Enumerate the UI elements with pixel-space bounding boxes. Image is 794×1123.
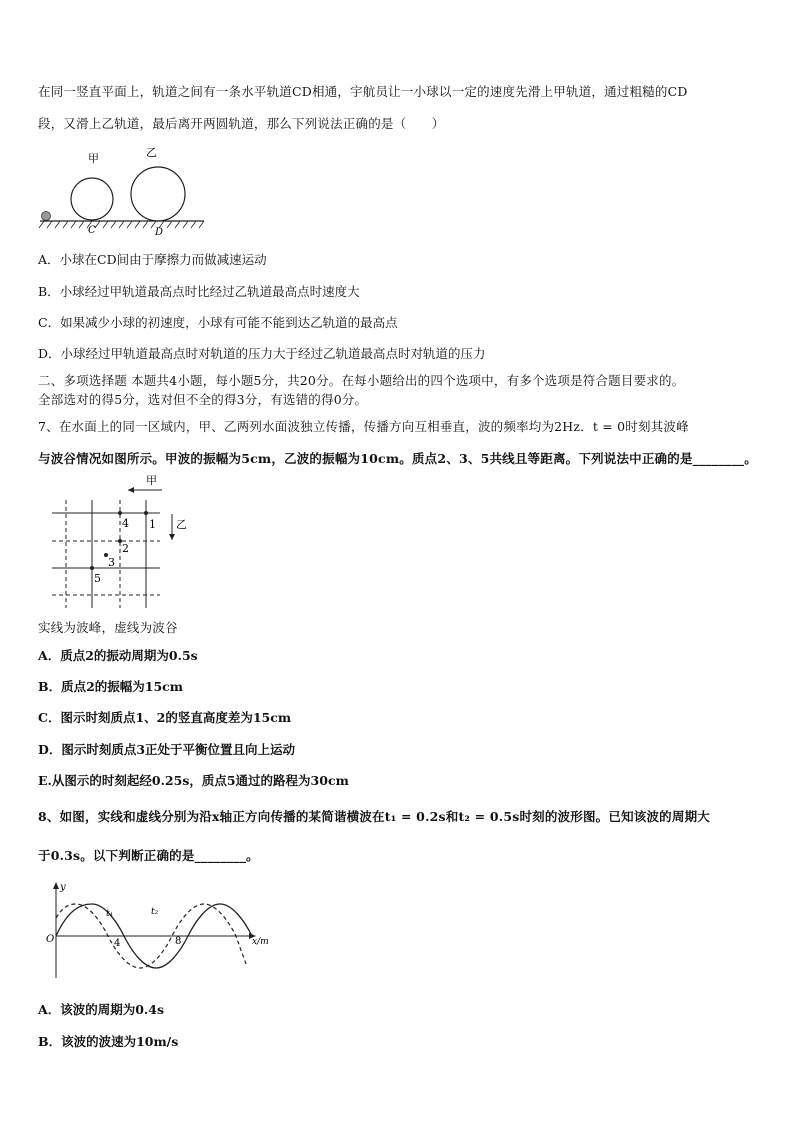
q8-label-t1: t₁ [106,909,114,919]
q6-label-c: C [88,225,96,236]
q7-point-4 [118,511,122,515]
q6-track-figure [36,140,216,240]
q6-ground-hatch [39,221,204,228]
q6-option-d: D．小球经过甲轨道最高点时对轨道的压力大于经过乙轨道最高点时对轨道的压力 [38,346,486,361]
q7-option-d: D．图示时刻质点3正处于平衡位置且向上运动 [38,742,296,757]
q6-ball [42,212,51,221]
q6-circle-jia [71,178,113,220]
q8-label-t2: t₂ [151,907,159,917]
section2-heading-line2: 全部选对的得5分，选对但不全的得3分，有选错的得0分。 [38,392,368,407]
q7-stem-line2: 与波谷情况如图所示。甲波的振幅为5cm，乙波的振幅为10cm。质点2、3、5共线且等距离。下列说法中正确的是________。 [38,451,757,466]
q8-y-arrowhead [53,882,59,889]
q8-tick-8: 8 [175,936,182,947]
q7-option-c: C．图示时刻质点1、2的竖直高度差为15cm [38,710,292,725]
q7-option-e: E.从图示的时刻起经0.25s，质点5通过的路程为30cm [38,773,349,788]
q7-jia-arrowhead [128,487,134,493]
q7-label-2: 2 [122,542,129,555]
q7-label-1: 1 [149,518,156,531]
q8-label-o: O [46,934,55,945]
q7-label-3: 3 [108,556,115,569]
q8-stem-line1: 8、如图，实线和虚线分别为沿x轴正方向传播的某简谐横波在t₁ = 0.2s和t₂ = 0.5s时刻的波形图。已知该波的周期大 [38,809,710,824]
q8-option-a: A．该波的周期为0.4s [38,1002,164,1017]
q8-stem-line2: 于0.3s。以下判断正确的是________。 [38,848,259,863]
q7-stem-line1: 7、在水面上的同一区域内，甲、乙两列水面波独立传播，传播方向互相垂直，波的频率均为2Hz．t = 0时刻其波峰 [38,419,689,434]
q7-point-1 [144,511,148,515]
q6-option-a: A．小球在CD间由于摩擦力而做减速运动 [38,252,267,267]
q6-circle-yi [131,167,185,221]
q8-label-y: y [60,882,66,893]
q6-stem-line2: 段，又滑上乙轨道，最后离开两圆轨道，那么下列说法正确的是（ ） [38,116,445,131]
q7-label-4: 4 [122,517,129,530]
q8-option-b: B．该波的波速为10m/s [38,1034,179,1049]
q8-label-x: x/m [252,937,269,947]
q6-stem-line1: 在同一竖直平面上，轨道之间有一条水平轨道CD相通，宇航员让一小球以一定的速度先滑上甲轨道，通过粗糙的CD [38,84,688,99]
q7-point-5 [90,566,94,570]
q6-label-yi: 乙 [146,146,157,159]
q7-label-5: 5 [94,572,101,585]
q8-tick-4: 4 [114,938,121,949]
q6-label-jia: 甲 [88,152,99,165]
section2-heading-line1: 二、多项选择题 本题共4小题，每小题5分，共20分。在每小题给出的四个选项中，有多个选项是符合题目要求的。 [38,373,685,388]
q7-label-jia: 甲 [146,474,157,487]
q7-wave-grid-figure [36,470,196,620]
q7-figure-caption: 实线为波峰，虚线为波谷 [38,620,178,635]
q7-label-yi: 乙 [176,518,187,531]
q7-option-a: A．质点2的振动周期为0.5s [38,648,198,663]
q7-option-b: B．质点2的振幅为15cm [38,679,183,694]
q8-waveform-figure [40,878,280,983]
q7-yi-arrowhead [169,534,175,540]
q6-option-c: C．如果减少小球的初速度，小球有可能不能到达乙轨道的最高点 [38,315,398,330]
q6-label-d: D [155,227,164,238]
q6-option-b: B．小球经过甲轨道最高点时比经过乙轨道最高点时速度大 [38,284,360,299]
